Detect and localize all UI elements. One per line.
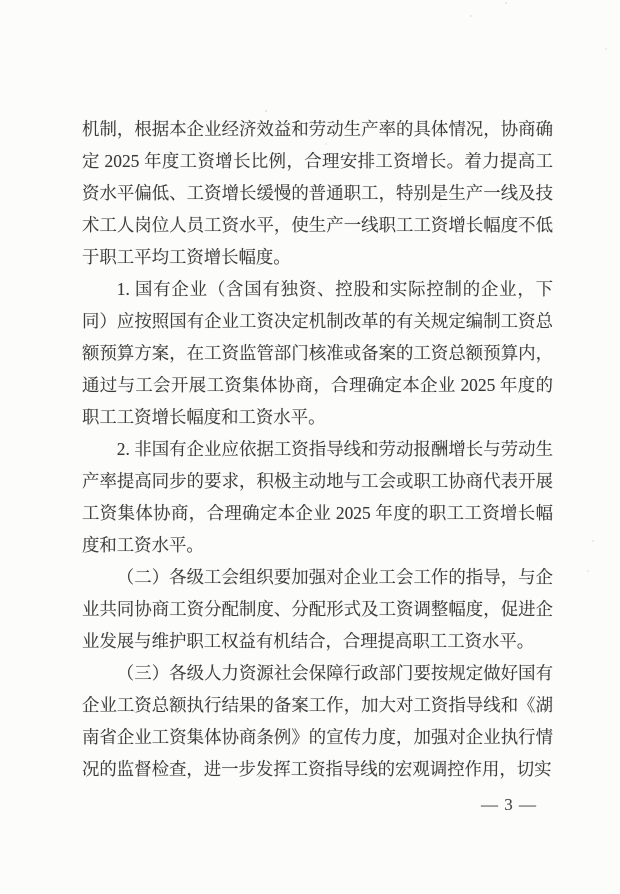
document-body <box>82 113 553 785</box>
continuation-paragraph: 机制，根据本企业经济效益和劳动生产率的具体情况，协商确定 2025 年度工资增长比例，合理安排工资增长。着力提高工资水平偏低、工资增长缓慢的普通职工，特别是生产一线及技术工人岗位人员工资水平，使生产一线职工工资增长幅度不低于职工平均工资增长幅度。 <box>82 119 553 267</box>
item-1-paragraph: 1. 国有企业（含国有独资、控股和实际控制的企业，下同）应按照国有企业工资决定机制改革的有关规定编制工资总额预算方案，在工资监管部门核准或备案的工资总额预算内，通过与工会开展工资集体协商，合理确定本企业 2025 年度的职工工资增长幅度和工资水平。 <box>82 279 553 427</box>
item-2-paragraph: 2. 非国有企业应依据工资指导线和劳动报酬增长与劳动生产率提高同步的要求，积极主动地与工会或职工协商代表开展工资集体协商，合理确定本企业 2025 年度的职工工资增长幅度和工资水平。 <box>82 439 553 555</box>
section-3-paragraph: （三）各级人力资源社会保障行政部门要按规定做好国有企业工资总额执行结果的备案工作，加大对工资指导线和《湖南省企业工资集体协商条例》的宣传力度，加强对企业执行情况的监督检查，进一步发挥工资指导线的宏观调控作用，切实 <box>82 663 553 779</box>
page-number: — 3 — <box>481 795 537 814</box>
section-2-paragraph: （二）各级工会组织要加强对企业工会工作的指导，与企业共同协商工资分配制度、分配形式及工资调整幅度，促进企业发展与维护职工权益有机结合，合理提高职工工资水平。 <box>82 567 553 651</box>
scan-noise-specks <box>265 110 267 112</box>
